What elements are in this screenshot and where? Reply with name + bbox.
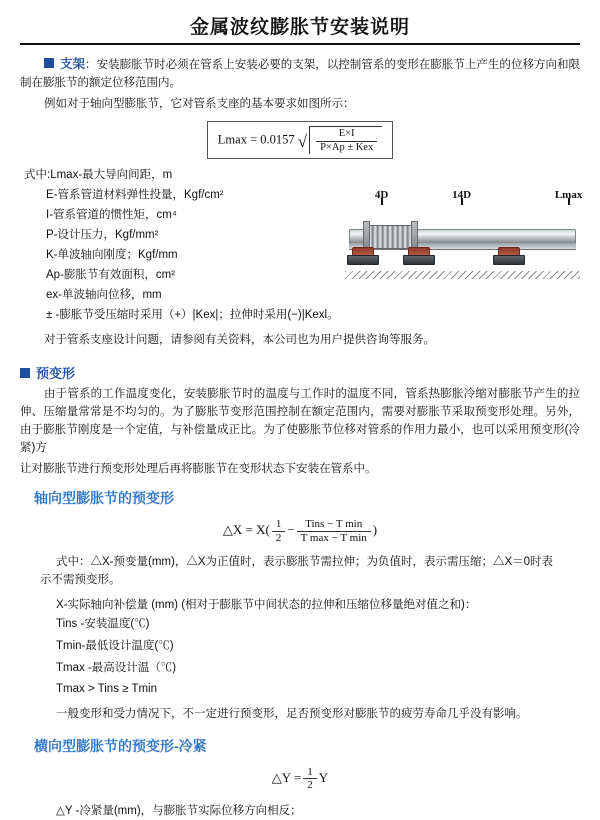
diagram-dimensions bbox=[345, 188, 583, 205]
blue-square-icon bbox=[20, 368, 30, 378]
support-guide-2 bbox=[493, 247, 523, 265]
support-anchor bbox=[347, 247, 377, 265]
axial-param-line: Tins -安装温度(℃) bbox=[56, 617, 150, 630]
support-guide-1 bbox=[403, 247, 433, 265]
section2-para1: 由于管系的工作温度变化，安装膨胀节时的温度与工作时的温度不同，管系热膨胀冷缩对膨胀节产生的拉伸、压缩量常常是不均匀的。为了膨胀节变形范围控制在额定范围内，需要对膨胀节采取预变形处理。另外，由于膨胀节刚度是一个定值，与补偿量成正比。为了使膨胀节位移对管系的作用力最小，也可以采用预变形(冷紧)方 bbox=[20, 388, 580, 454]
dimension-14d bbox=[419, 189, 505, 201]
pipe-support-diagram bbox=[345, 188, 583, 299]
legend-item: ± -膨胀节受压缩时采用（+）|Kex|；拉伸时采用(−)|Kexl。 bbox=[46, 309, 339, 322]
sqrt-icon: √ bbox=[297, 131, 308, 151]
lateral-note-line: △Y -冷紧量(mm)，与膨胀节实际位移方向相反； bbox=[56, 804, 302, 817]
equation-lhs: △X = X( bbox=[222, 522, 270, 538]
legend-item: Ap-膨胀节有效面积，cm² bbox=[46, 269, 176, 282]
axial-param-line: Tmax -最高设计温（℃) bbox=[56, 661, 177, 674]
half-num: 1 bbox=[303, 766, 317, 780]
temperature-fraction bbox=[297, 518, 371, 544]
temp-frac-den: T max − T min bbox=[300, 532, 367, 545]
half-num: 1 bbox=[272, 518, 286, 532]
axial-note-line: X-实际轴向补偿量 (mm) (相对于膨胀节中间状态的拉伸和压缩位移量绝对值之和)： bbox=[56, 598, 477, 611]
half-den: 2 bbox=[275, 532, 282, 545]
support-base bbox=[493, 255, 525, 265]
temp-frac-num: Tins − T min bbox=[297, 518, 371, 532]
support-base bbox=[403, 255, 435, 265]
lmax-formula bbox=[207, 121, 393, 158]
legend-item: I-管系管道的惯性矩，cm⁴ bbox=[46, 208, 177, 221]
page-title: 金属波纹膨胀节安装说明 bbox=[189, 17, 410, 38]
legend-item: K-单波轴向刚度；Kgf/mm bbox=[46, 249, 178, 262]
legend-item: ex-单波轴向位移，mm bbox=[46, 289, 162, 302]
section1-para2: 例如对于轴向型膨胀节，它对管系支座的基本要求如图所示： bbox=[44, 97, 355, 110]
lateral-equation-lhs: △Y = bbox=[271, 769, 302, 785]
title-divider bbox=[20, 43, 580, 45]
legend-and-diagram bbox=[20, 165, 583, 326]
lmax-formula-wrapper bbox=[20, 121, 580, 158]
support-base bbox=[347, 255, 379, 265]
formula-legend bbox=[20, 165, 339, 326]
half-den: 2 bbox=[307, 779, 313, 792]
axial-param-line: Tmax > Tins ≥ Tmin bbox=[56, 683, 157, 696]
equation-rhs: ) bbox=[372, 522, 378, 538]
dimension-lmax bbox=[509, 189, 600, 201]
section2-heading bbox=[20, 363, 580, 382]
lateral-coldpull-equation bbox=[20, 766, 580, 792]
one-half-fraction bbox=[303, 766, 317, 792]
section1-para1: 安装膨胀节时必须在管系上安装必要的支架，以控制管系的变形在膨胀节上产生的位移方向和限制在膨胀节的额定位移范围内。 bbox=[20, 59, 580, 89]
section2-heading-label: 预变形 bbox=[36, 366, 76, 382]
ground-hatching bbox=[345, 271, 580, 279]
dimension-lmax-label: Lmax bbox=[554, 188, 583, 201]
pipe-assembly bbox=[345, 207, 580, 279]
subsection-axial-heading: 轴向型膨胀节的预变形 bbox=[34, 490, 174, 507]
one-half-fraction bbox=[272, 518, 286, 544]
axial-note-line: 式中：△X-预变量(mm)，△X为正值时，表示膨胀节需拉伸；为负值时，表示需压缩；△X＝0时表 bbox=[56, 555, 554, 568]
document-page bbox=[0, 12, 600, 817]
lmax-den: P×Ap ± Kex bbox=[320, 141, 374, 153]
bellows-expansion-joint bbox=[367, 225, 413, 249]
legend-item: E-管系管道材料弹性投量，Kgf/cm² bbox=[46, 188, 224, 201]
lmax-formula-lhs: Lmax = 0.0157 bbox=[217, 132, 295, 147]
lmax-num: E×I bbox=[316, 128, 377, 141]
axial-note-line: 示不需预变形。 bbox=[40, 574, 121, 587]
lateral-equation-rhs: Y bbox=[318, 769, 329, 785]
document-content bbox=[0, 55, 600, 820]
axial-param-line: Tmin-最低设计温度(℃) bbox=[56, 639, 174, 652]
axial-note-line: 一般变形和受力情况下，不一定进行预变形，足否预变形对膨胀节的疲劳寿命几乎没有影响。 bbox=[56, 708, 528, 721]
equation-minus: − bbox=[287, 522, 295, 538]
section2-para2: 让对膨胀节进行预变形处理后再将膨胀节在变形状态下安装在管系中。 bbox=[20, 462, 377, 475]
section1-intro: 支架：安装膨胀节时必须在管系上安装必要的支架，以控制管系的变形在膨胀节上产生的位移方向和限制在膨胀节的额定位移范围内。 bbox=[20, 57, 580, 89]
blue-square-icon bbox=[44, 58, 54, 68]
subsection-lateral-heading: 横向型膨胀节的预变形-冷紧 bbox=[34, 737, 207, 754]
dimension-14d-label: 14D bbox=[452, 188, 472, 201]
dimension-4d-label: 4D bbox=[374, 188, 389, 201]
legend-item: 式中:Lmax-最大导向间距，m bbox=[24, 168, 173, 181]
section1-heading: 支架 bbox=[60, 57, 86, 71]
axial-predeform-equation bbox=[20, 518, 580, 544]
lmax-radicand bbox=[309, 126, 382, 153]
legend-item: P-设计压力，Kgf/mm² bbox=[46, 228, 159, 241]
section1-para3: 对于管系支座设计问题，请参阅有关资料，本公司也为用户提供咨询等服务。 bbox=[44, 333, 435, 346]
dimension-4d bbox=[349, 189, 415, 201]
